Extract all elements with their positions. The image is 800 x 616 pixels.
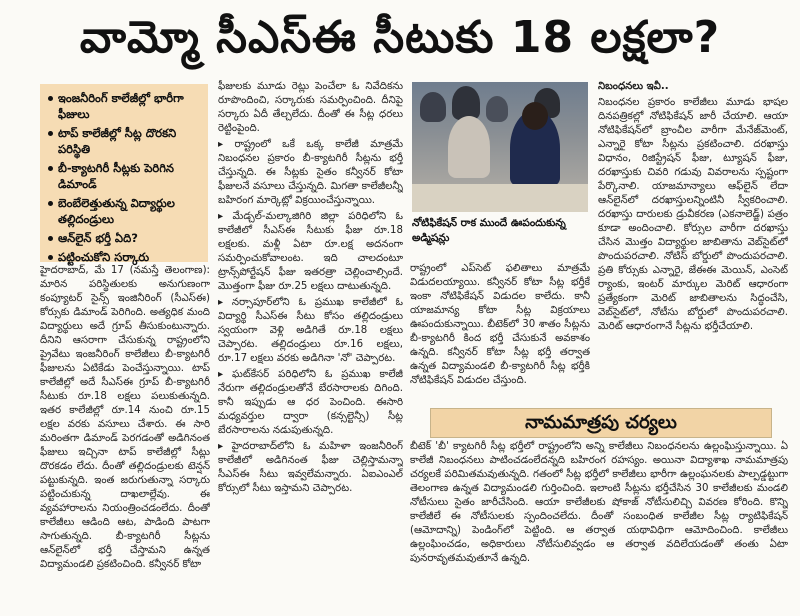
article-column-4: [598, 80, 788, 405]
subheading: నిబంధనలు ఇవీ..: [598, 81, 669, 92]
news-photo: [412, 82, 588, 212]
highlight-item: బీ-క్యాటగిరీ సీట్లకు పెరిగిన డిమాండ్: [46, 160, 202, 192]
paragraph: నిబంధనల ప్రకారం కాలేజీలు మూడు భాషల దినపత్రికల్లో నోటిఫికేషన్ జారీ చేయాలి. ఆయా నోటిఫికేషన్‌లో బ్రాంచీల వారీగా మేనేజ్‌మెంట్, ఎన్నారై కోటా సీట్లను ప్రకటించాలి. దరఖాస్తు విధానం, రిజిస్ట్రేషన్ ఫీజు, ట్యూషన్ ఫీజు, దరఖాస్తుకు చివరి గడువు వివరాలను స్పష్టంగా పేర్కొనాలి. యాజమాన్యాలు ఆఫ్‌లైన్ లేదా ఆన్‌లైన్‌లో దరఖాస్తులన్నింటినీ స్వీకరించాలి. దరఖాస్తు దారులకు డ్రువీకరణ (ఎకనాలెడ్జ్) పత్రం కూడా అందించాలి. కోర్సుల వారీగా దరఖాస్తు చేసిన మొత్తం విద్యార్థుల జాబితాను వెబ్‌సైట్‌లో పొందుపరచాలి. నోటిస్ బోర్డులో పొందుపరచాలి. ప్రతి కోర్సుకు ఎన్నారై, జేఈఈ మెయిన్, ఎంసెట్ ర్యాంకు, ఇంటర్ మార్కుల మెరిట్ ఆధారంగా ప్రత్యేకంగా మెరిట్ జాబితాలను సిద్ధంచేసి, వెబ్‌సైట్‌లో, నోటీసు బోర్డులో పొందుపరచాలి. మెరిట్ ఆధారంగానే సీట్లను భర్తీచేయాలి.: [598, 97, 788, 332]
paragraph: ▸ నర్సాపూర్‌లోని ఓ ప్రముఖ కాలేజీలో ఓ విద్యార్థి సీఎస్ఈ సీటు కోసం తల్లిదండ్రులు స్వయంగా వెళ్లి అడిగితే రూ.18 లక్షలు చెప్పారట. తల్లిదండ్రులు రూ.16 లక్షలు, రూ.17 లక్షలు వరకు అడిగినా 'నో' చెప్పారట.: [218, 297, 403, 364]
box-title: నామమాత్రపు చర్యలు: [430, 408, 772, 438]
highlights-list: [46, 90, 202, 265]
paragraph: ▸ హైదరాబాద్‌లోని ఓ మహిళా ఇంజనీరింగ్ కాలేజీలో అడిగినంత ఫీజు చెల్లిస్తామన్నా సీఎస్ఈ సీటు ఇవ్వలేమన్నారు. ఏఐఎంఎల్ కోర్సులో సీటు ఇస్తామని చెప్పారట.: [218, 441, 403, 494]
article-column-3: [410, 262, 590, 412]
paragraph: రాష్ట్రంలో ఎప్‌సెట్ ఫలితాలు మాత్రమే విడుదలయ్యాయి. కన్వీనర్ కోటా సీట్ల భర్తీకే ఇంకా నోటిఫికేషన్ విడుదల కాలేదు. కానీ యాజమాన్య కోటా సీట్ల విక్రయాలు ఊపందుకున్నాయి. బీటెక్‌లో 30 శాతం సీట్లను బీ-క్యాటగిరీ కింద భర్తీ చేసుకునే అవకాశం ఉన్నది. కన్వీనర్ కోటా సీట్ల భర్తీ తర్వాత ఉన్నత విద్యామండలి బీ-క్యాటగిరీ సీట్ల భర్తీకి నోటిఫికేషన్ విడుదల చేస్తుంది.: [410, 263, 590, 386]
paragraph: ఫీజులకు మూడు రెట్లు పెంచేలా ఓ నివేదికను రూపొందించి, సర్కారుకు సమర్పించింది. దీనిపై సర్కారు ఏదీ తేల్చలేదు. దీంతో ఈ సీట్ల ధరలు రెట్టింపైంది.: [218, 81, 403, 134]
highlight-item: పట్టించుకోని సర్కారు: [46, 249, 202, 265]
photo-caption: నోటిఫికేషన్ రాక ముందే ఊపందుకున్న అడ్మిషన్లు: [412, 217, 566, 244]
highlight-item: ఆన్‌లైన్ భర్తీ ఏది?: [46, 230, 202, 246]
highlight-item: బెంబేలెత్తుతున్న విద్యార్థుల తల్లిదండ్రులు: [46, 195, 202, 227]
article-column-2: [218, 80, 403, 615]
headline: వామ్మో సీఎస్ఈ సీటుకు 18 లక్షలా?: [79, 12, 721, 63]
paragraph: హైదరాబాద్, మే 17 (నమస్తే తెలంగాణ): మారిన పరిస్థితులకు అనుగుణంగా కంప్యూటర్ సైన్స్ ఇంజినీరింగ్ (సీఎస్ఈ) కోర్సుకు డిమాండ్ పెరిగింది. అత్యధిక మంది విద్యార్థులు అదే గ్రూప్ తీసుకుంటున్నారు. దీనిని ఆసరాగా చేసుకున్న రాష్ట్రంలోని ప్రైవేటు ఇంజనీరింగ్ కాలేజీలు బీ-క్యాటగిరీ ఫీజులను ఏటికేడు పెంచేస్తున్నాయి. టాప్ కాలేజీల్లో అదే సీఎస్ఈ గ్రూప్ బీ-క్యాటగిరీ సీటుకు రూ.18 లక్షలు పలుకుతున్నది. ఇతర కాలేజీల్లో రూ.14 నుంచి రూ.15 లక్షల వరకు వసూలు చేశారు. ఈ సారి మరింతగా డిమాండ్ పెరగడంతో అడిగినంత ఫీజులు ఇచ్చినా టాప్ కాలేజీల్లో సీట్లు దొరకడం లేదు. దీంతో తల్లిదండ్రులకు టెన్షన్ పట్టుకున్నది. ఇంత జరుగుతున్నా సర్కారు పట్టించుకున్న దాఖలాల్లేవు. ఈ వ్యవహారాలను నియంత్రించడంలేదు. దీంతో కాలేజీలు ఆడింది ఆట, పాడింది పాటగా సాగుతున్నది. బీ-క్యాటగిరీ సీట్లను ఆన్‌లైన్‌లో భర్తీ చేస్తామని ఉన్నత విద్యామండలి ప్రకటించింది. కన్వీనర్ కోటా: [40, 265, 210, 570]
highlight-item: టాప్ కాలేజీల్లో సీట్ల దొరకని పరిస్థితి: [46, 125, 202, 157]
article-column-5: [410, 440, 788, 612]
paragraph: ▸ మేడ్చల్-మల్కాజిగిరి జిల్లా పరిధిలోని ఓ కాలేజీలో సీఎస్ఈ సీటుకు ఫీజు రూ.18 లక్షలకు. మళ్లీ ఏటా రూ.లక్ష అదనంగా సమర్పించుకోవాలంట. ఇది చాలదంటూ ట్రాన్స్‌పోర్టేషన్ ఫీజు ఇతరత్రా చెల్లించాల్సిందే. మొత్తంగా ఫీజు రూ.25 లక్షలు దాటుతున్నది.: [218, 211, 403, 292]
paragraph: ▸ ఘట్‌కేసర్ పరిధిలోని ఓ ప్రముఖ కాలేజీ నేరుగా తల్లిదండ్రులతోనే బేరసారాలకు దిగింది. కానీ ఇప్పుడు ఆ ధర పెంచింది. ఈసారి మధ్యవర్తుల ద్వారా (కన్సల్టెన్సీ) సీట్ల బేరసారాలను నడుపుతున్నది.: [218, 369, 403, 436]
paragraph: ▸ రాష్ట్రంలో ఒకే ఒక్క కాలేజీ మాత్రమే నిబంధనల ప్రకారం బీ-క్యాటగిరీ సీట్లను భర్తీ చేస్తున్నది. ఈ సీట్లకు సైతం కన్వీనర్ కోటా ఫీజులనే వసూలు చేస్తున్నది. మిగతా కాలేజీలన్నీ బహిరంగ మార్కెట్లో విక్రయించేస్తున్నాయి.: [218, 139, 403, 206]
highlight-item: ఇంజనీరింగ్ కాలేజీల్లో భారీగా ఫీజులు: [46, 90, 202, 122]
article-column-1: [40, 264, 210, 614]
highlights-box: [40, 84, 208, 262]
paragraph: బీటెక్ 'బీ' క్యాటగిరీ సీట్ల భర్తీలో రాష్ట్రంలోని అన్ని కాలేజీలు నిబంధనలను ఉల్లంఘిస్తున్నాయి. ఏ కాలేజీ నిబంధనలు పాటించడంలేదన్నది బహిరంగ రహస్యం. అయినా విద్యాశాఖ నామమాత్రపు చర్యలకే పరిమితమవుతున్నది. గతంలో సీట్ల భర్తీలో కాలేజీలు భారీగా ఉల్లంఘనలకు పాల్పడ్డట్టుగా తెలంగాణ ఉన్నత విద్యామండలి గుర్తించింది. ఇలాంటి సీట్లను భర్తీచేసిన 30 కాలేజీలకు మండలి నోటీసులు సైతం జారీచేసింది. ఆయా కాలేజీలకు షోకాజ్ నోటీసులిచ్చి వివరణ కోరింది. కొన్ని కాలేజీలే ఈ నోటీసులకు స్పందించలేదు. దీంతో సంబంధిత కాలేజీల సీట్ల ర్యాటిఫికేషన్ (ఆమోదాన్ని) పెండింగ్‌లో పెట్టింది. ఆ తర్వాత యథావిధిగా ఆమోదించింది. కాలేజీలు ఉల్లంఘించడం, అధికారులు నోటీసులివ్వడం ఆ తర్వాత వదిలేయడంతో తంతు ఏటా పునరావృతమవుతూనే ఉన్నది.: [410, 441, 788, 564]
